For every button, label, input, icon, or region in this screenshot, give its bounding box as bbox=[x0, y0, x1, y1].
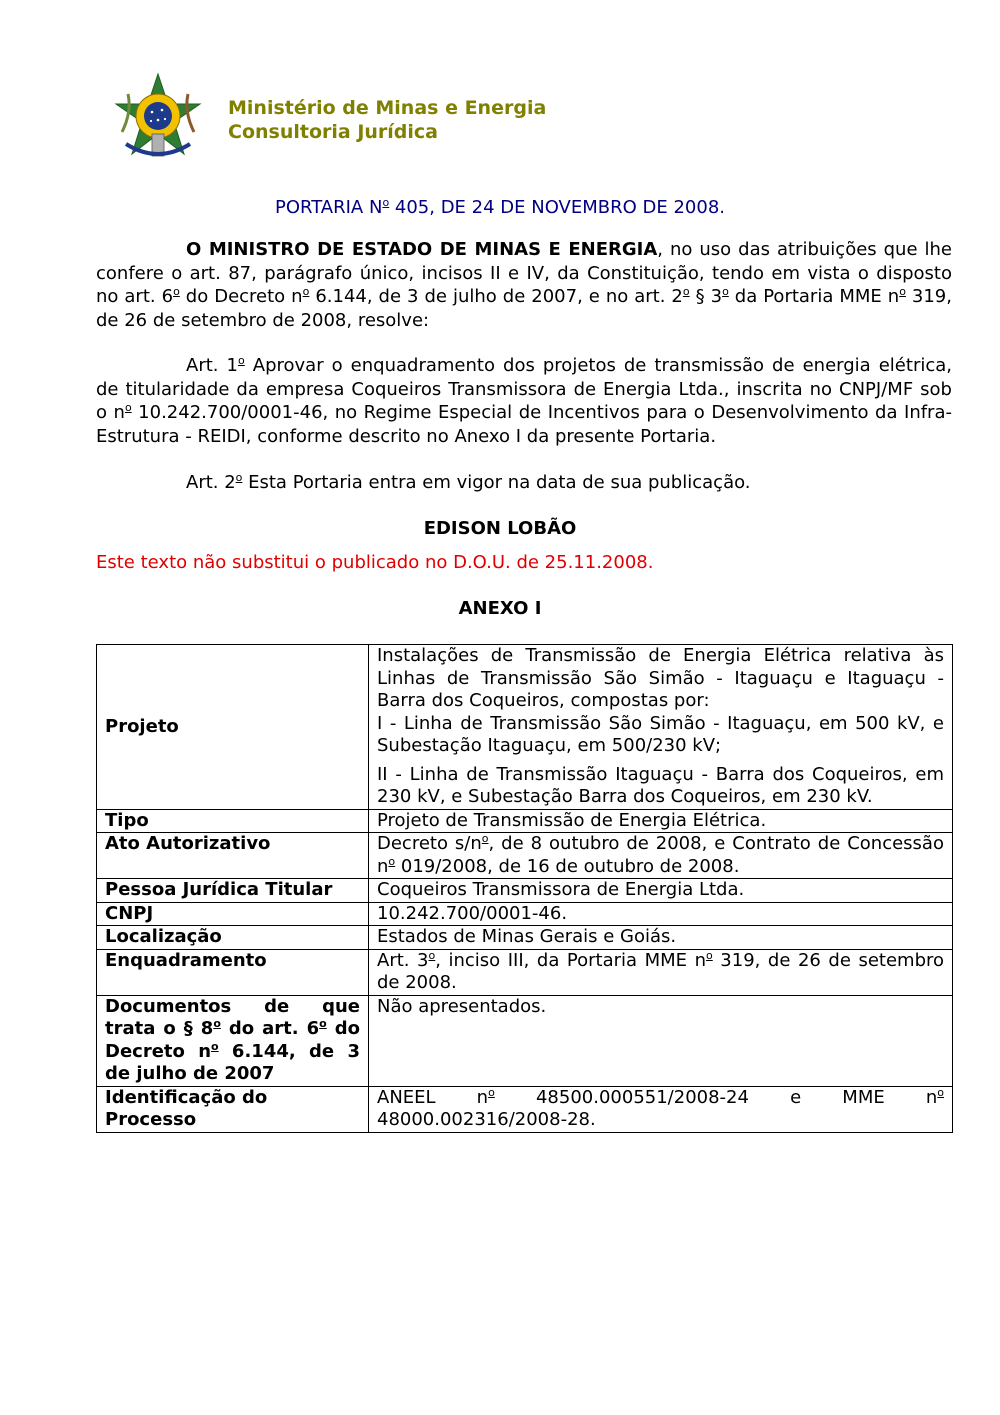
value-cnpj: 10.242.700/0001-46. bbox=[369, 902, 953, 926]
label-processo: Identificação do Processo bbox=[97, 1086, 369, 1132]
value-tipo: Projeto de Transmissão de Energia Elétrica. bbox=[369, 809, 953, 833]
value-processo: ANEEL $n^o$ 48500.000551/2008-24 e MME $n^o$ 48000.002316/2008-28. bbox=[369, 1086, 953, 1132]
article-1: Art. 1$^o$ Aprovar o enquadramento dos projetos de transmissão de energia elétrica, de titularidade da empresa Coqueiros Transmissora de Energia Ltda., inscrita no CNPJ/MF sob o $n^o$ 10.242.700/0001-46, no Regime Especial de Incentivos para o Desenvolvimento da Infra-Estrutura - REIDI, conforme descrito no Anexo I da presente Portaria. bbox=[96, 354, 952, 447]
label-cnpj: CNPJ bbox=[97, 902, 369, 926]
table-row bbox=[97, 645, 953, 810]
table-row bbox=[97, 902, 953, 926]
coat-of-arms-seal bbox=[112, 72, 204, 164]
label-localizacao: Localização bbox=[97, 926, 369, 950]
preamble: O MINISTRO DE ESTADO DE MINAS E ENERGIA, no uso das atribuições que lhe confere o art. 87, parágrafo único, incisos II e IV, da Constituição, tendo em vista o disposto no art. 6$^o$ do Decreto $n^o$ 6.144, de 3 de julho de 2007, e no art. 2$^o$ § 3$^o$ da Portaria MME $n^o$ 319, de 26 de setembro de 2008, resolve: bbox=[96, 239, 953, 331]
label-enquadramento: Enquadramento bbox=[97, 949, 369, 995]
table-row bbox=[97, 995, 953, 1086]
table-row bbox=[97, 926, 953, 950]
table-row bbox=[97, 949, 953, 995]
value-enquadramento: Art. 3$^o$, inciso III, da Portaria MME $n^o$ 319, de 26 de setembro de 2008. bbox=[369, 949, 953, 995]
label-tipo: Tipo bbox=[97, 809, 369, 833]
signature: EDISON LOBÃO bbox=[423, 518, 577, 539]
label-pessoa: Pessoa Jurídica Titular bbox=[97, 879, 369, 903]
annex-title: ANEXO I bbox=[458, 598, 542, 619]
table-row bbox=[97, 1086, 953, 1132]
annex-table bbox=[96, 644, 953, 1133]
value-localizacao: Estados de Minas Gerais e Goiás. bbox=[369, 926, 953, 950]
table-row bbox=[97, 809, 953, 833]
table-row bbox=[97, 833, 953, 879]
label-ato: Ato Autorizativo bbox=[97, 833, 369, 879]
label-projeto: Projeto bbox=[97, 645, 369, 810]
document-title: PORTARIA $N^o$ 405, DE 24 DE NOVEMBRO DE 2008. bbox=[274, 196, 725, 218]
value-projeto: Instalações de Transmissão de Energia Elétrica relativa às Linhas de Transmissão São Simão - Itaguaçu e Itaguaçu - Barra dos Coqueiros, compostas por: I - Linha de Transmissão São Simão - Itaguaçu, em 500 kV, e Subestação Itaguaçu, em 500/230 kV; II - Linha de Transmissão Itaguaçu - Barra dos Coqueiros, em 230 kV, e Subestação Barra dos Coqueiros, em 230 kV. bbox=[369, 645, 953, 810]
value-pessoa: Coqueiros Transmissora de Energia Ltda. bbox=[369, 879, 953, 903]
article-2: Art. 2$^o$ Esta Portaria entra em vigor na data de sua publicação. bbox=[186, 471, 751, 493]
ministry-name: Ministério de Minas e Energia bbox=[228, 97, 547, 119]
value-ato: Decreto $s/n^o$, de 8 outubro de 2008, e Contrato de Concessão $n^o$ 019/2008, de 16 de outubro de 2008. bbox=[369, 833, 953, 879]
disclaimer: Este texto não substitui o publicado no D.O.U. de 25.11.2008. bbox=[96, 552, 654, 573]
label-documentos: Documentos de que trata o § 8$^o$ do art. 6$^o$ do Decreto $n^o$ 6.144, de 3 de julho de 2007 bbox=[97, 995, 369, 1086]
value-documentos: Não apresentados. bbox=[369, 995, 953, 1086]
unit-name: Consultoria Jurídica bbox=[228, 121, 439, 143]
table-row bbox=[97, 879, 953, 903]
